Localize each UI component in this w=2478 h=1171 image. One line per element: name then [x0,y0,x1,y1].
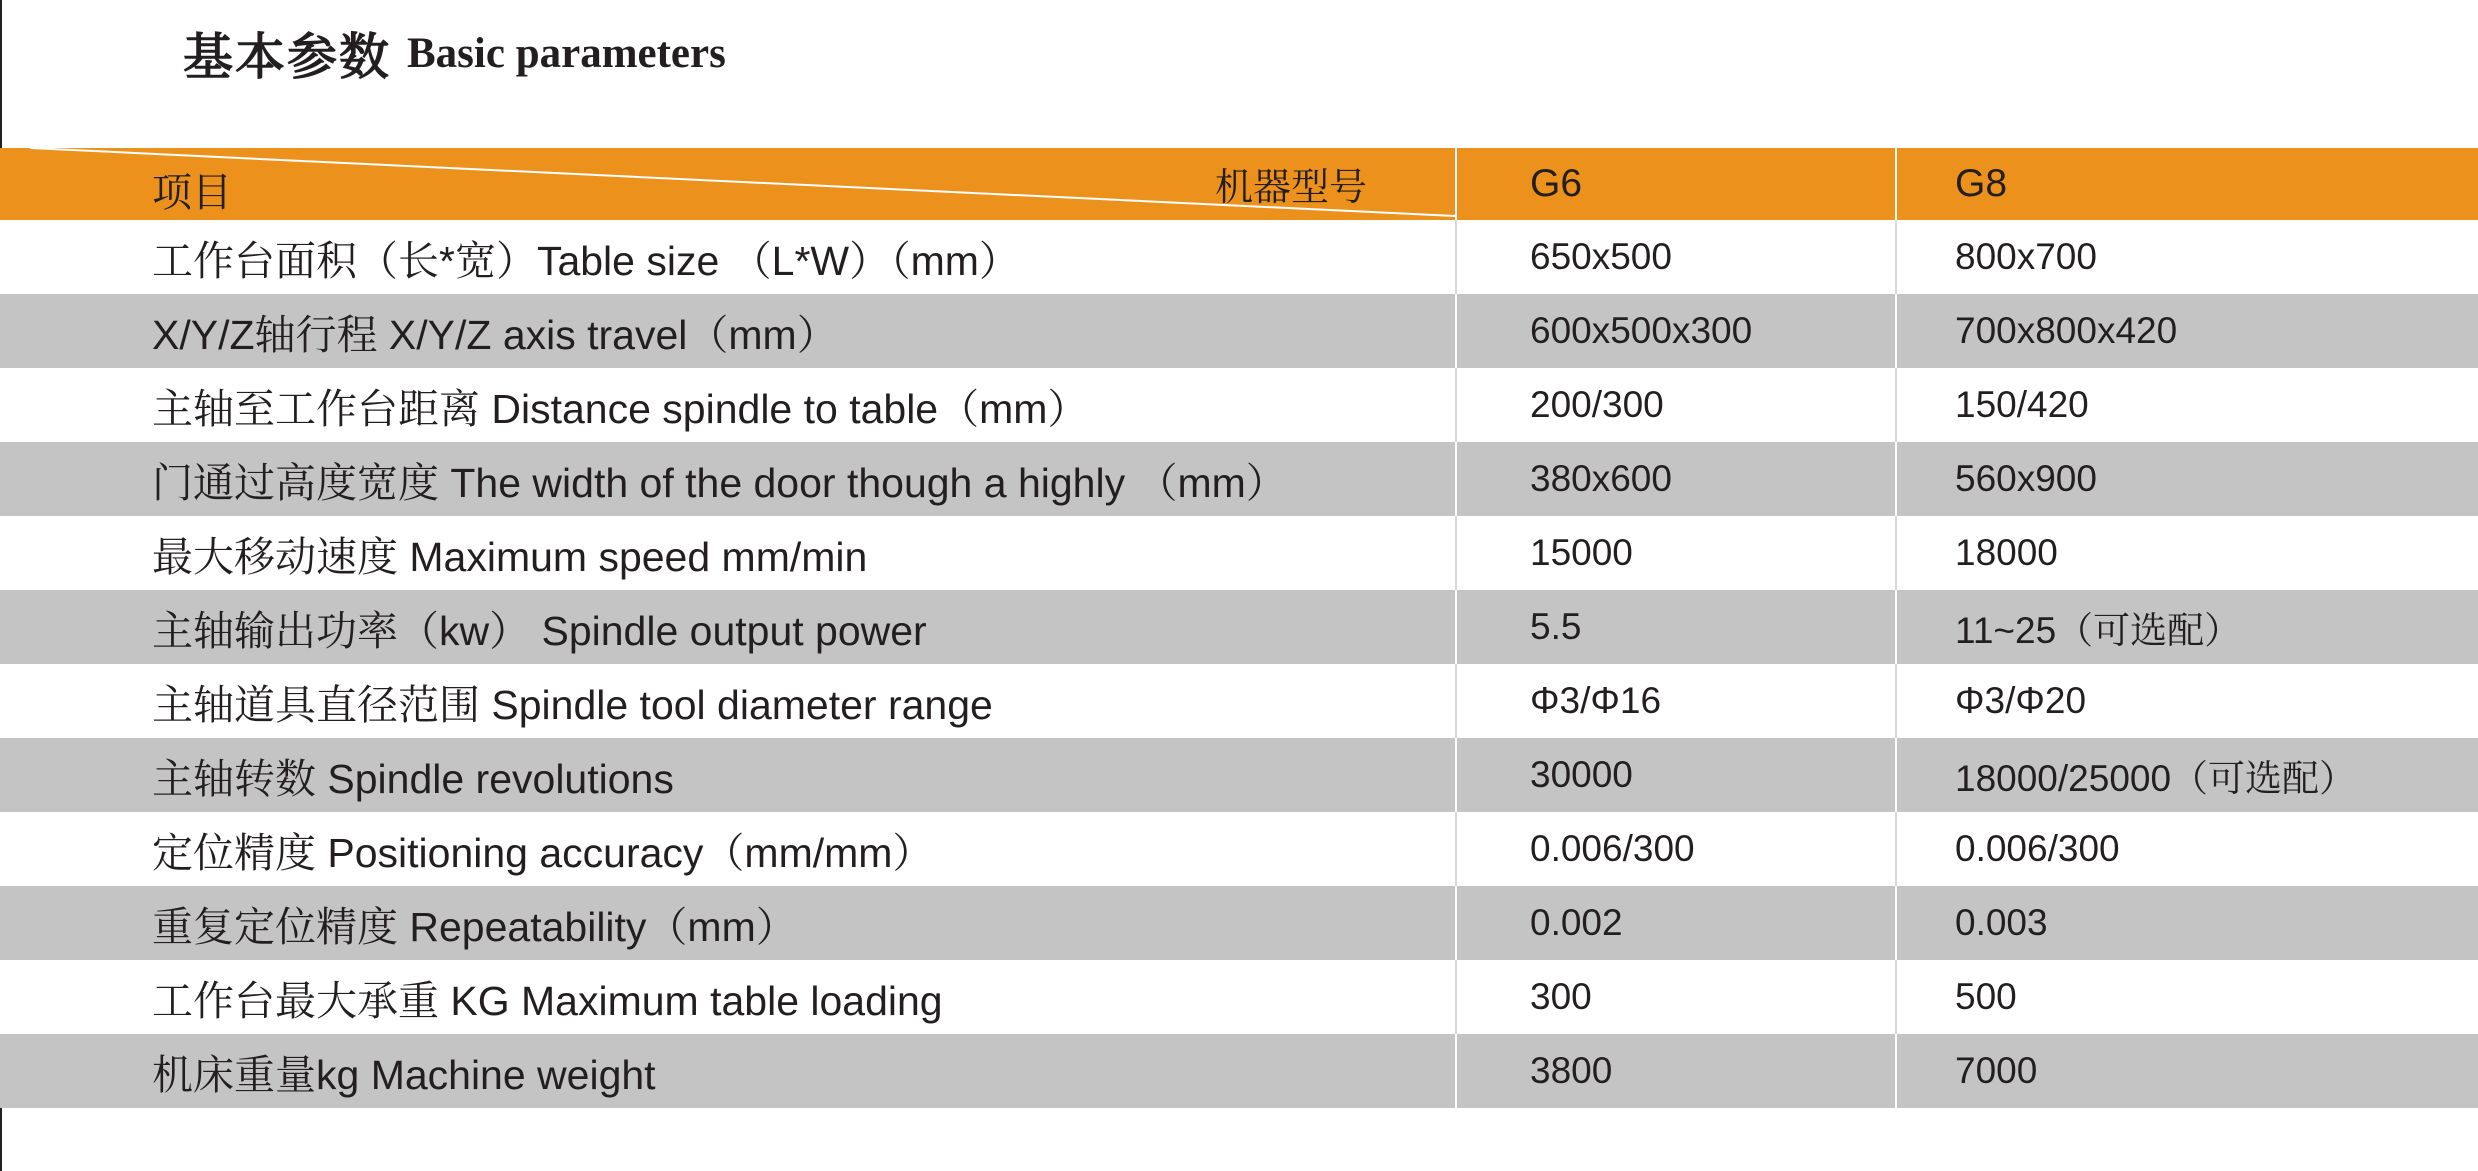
table-row [0,368,2478,442]
column-divider [1895,738,1897,812]
column-divider [1895,664,1897,738]
row-value-g6: 3800 [1530,1050,1613,1091]
row-value-g6: 30000 [1530,754,1633,795]
row-label: 最大移动速度 Maximum speed mm/min [152,533,868,580]
column-divider [1455,960,1457,1034]
column-divider [1895,220,1897,294]
column-divider [1895,442,1897,516]
row-value-g8: 11~25（可选配） [1955,610,2242,651]
page-title-english: Basic parameters [407,29,726,77]
row-value-g6: 5.5 [1530,606,1582,647]
column-divider [1455,812,1457,886]
row-value-g6: 200/300 [1530,384,1664,425]
row-value-g8: 0.003 [1955,902,2048,943]
row-label: 主轴至工作台距离 Distance spindle to table（mm） [152,385,1089,432]
table-row [0,220,2478,294]
column-divider [1455,516,1457,590]
column-divider [1455,886,1457,960]
row-label: 门通过高度宽度 The width of the door though a highly （mm） [152,459,1287,506]
row-value-g6: 0.006/300 [1530,828,1695,869]
row-value-g8: 560x900 [1955,458,2097,499]
table-row [0,590,2478,664]
table-row [0,886,2478,960]
column-divider [1455,220,1457,294]
row-value-g8: 800x700 [1955,236,2097,277]
row-label: 重复定位精度 Repeatability（mm） [152,903,797,950]
row-value-g6: 0.002 [1530,902,1623,943]
table-row [0,664,2478,738]
column-divider [1895,368,1897,442]
table-row [0,516,2478,590]
page-title [183,18,726,88]
column-divider [1895,294,1897,368]
parameters-table [0,148,2478,1108]
row-value-g8: 7000 [1955,1050,2038,1091]
column-divider [1455,590,1457,664]
header-item-label: 项目 [152,171,232,215]
row-value-g6: 15000 [1530,532,1633,573]
row-label: 机床重量kg Machine weight [152,1051,656,1098]
column-divider [1895,1034,1897,1108]
row-value-g8: 0.006/300 [1955,828,2120,869]
table-row [0,294,2478,368]
header-column-g8: G8 [1955,162,2008,205]
table-row [0,960,2478,1034]
column-divider [1455,1034,1457,1108]
column-divider [1455,294,1457,368]
header-column-g6: G6 [1530,162,1583,205]
column-divider [1455,664,1457,738]
table-header-row [0,148,2478,220]
row-value-g8: 18000/25000（可选配） [1955,758,2357,799]
row-value-g6: 600x500x300 [1530,310,1753,351]
row-label: X/Y/Z轴行程 X/Y/Z axis travel（mm） [152,311,838,358]
column-divider [1895,590,1897,664]
column-divider [1895,960,1897,1034]
row-value-g6: 380x600 [1530,458,1672,499]
column-divider [1895,886,1897,960]
column-divider [1455,368,1457,442]
row-value-g8: 700x800x420 [1955,310,2178,351]
row-value-g6: 650x500 [1530,236,1672,277]
row-label: 主轴输出功率（kw） Spindle output power [152,607,927,654]
row-value-g8: 18000 [1955,532,2058,573]
table-row [0,738,2478,812]
column-divider [1455,442,1457,516]
column-divider [1895,516,1897,590]
table-row [0,1034,2478,1108]
row-label: 定位精度 Positioning accuracy（mm/mm） [152,829,934,876]
row-label: 主轴道具直径范围 Spindle tool diameter range [152,681,993,728]
column-divider [1895,148,1897,220]
row-value-g8: 150/420 [1955,384,2089,425]
row-value-g6: 300 [1530,976,1592,1017]
table-row [0,442,2478,516]
row-label: 工作台最大承重 KG Maximum table loading [152,977,943,1024]
row-value-g8: 500 [1955,976,2017,1017]
header-model-label: 机器型号 [1215,167,1368,209]
row-label: 工作台面积（长*宽）Table size （L*W）（mm） [152,237,1020,284]
row-value-g6: Φ3/Φ16 [1530,680,1662,721]
table-row [0,812,2478,886]
column-divider [1895,812,1897,886]
page-title-chinese: 基本参数 [183,27,391,86]
row-value-g8: Φ3/Φ20 [1955,680,2087,721]
column-divider [1455,738,1457,812]
column-divider [1455,148,1457,220]
row-label: 主轴转数 Spindle revolutions [152,755,674,802]
